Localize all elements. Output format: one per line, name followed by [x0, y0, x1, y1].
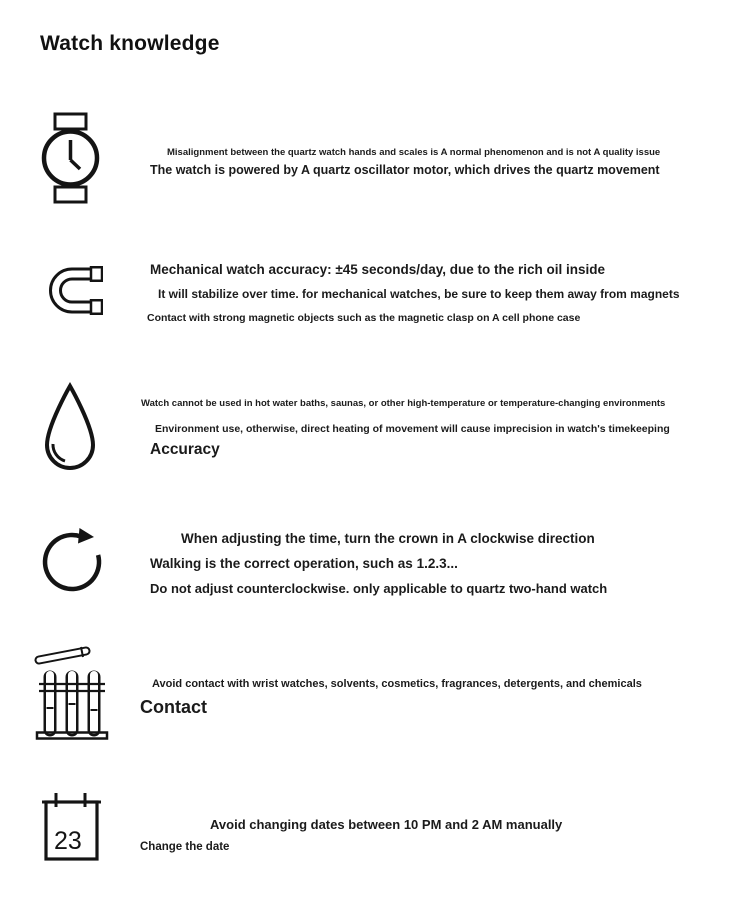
test-tubes-icon [34, 644, 110, 741]
counterclockwise-warning-line: Do not adjust counterclockwise. only applicable to quartz two-hand watch [150, 581, 608, 596]
date-change-warning-line: Avoid changing dates between 10 PM and 2 AM manually [210, 817, 563, 832]
quartz-movement-note: The watch is powered by A quartz oscillator motor, which drives the quartz movement [150, 163, 660, 177]
hot-water-warning-line: Watch cannot be used in hot water baths, saunas, or other high-temperature or temperature-changing environments [141, 398, 666, 409]
wristwatch-icon [38, 111, 103, 208]
calendar-icon [40, 789, 103, 865]
quartz-misalignment-note: Misalignment between the quartz watch hands and scales is A normal phenomenon and is not A quality issue [167, 147, 661, 158]
page-title: Watch knowledge [40, 32, 220, 55]
magnet-icon [38, 259, 103, 322]
change-date-label: Change the date [140, 841, 230, 853]
clockwise-adjust-line: When adjusting the time, turn the crown in A clockwise direction [181, 531, 595, 546]
clockwise-arrow-icon [41, 521, 104, 595]
accuracy-spec-line: Mechanical watch accuracy: ±45 seconds/day, due to the rich oil inside [150, 262, 606, 277]
calendar-day-number: 23 [54, 827, 82, 855]
magnetic-objects-line: Contact with strong magnetic objects such as the magnetic clasp on A cell phone case [147, 312, 581, 324]
contact-heading: Contact [140, 697, 207, 717]
correct-operation-line: Walking is the correct operation, such as 1.2.3... [150, 556, 458, 571]
heating-effect-line: Environment use, otherwise, direct heating of movement will cause imprecision in watch's timekeeping [155, 423, 670, 435]
magnet-warning-line: It will stabilize over time. for mechanical watches, be sure to keep them away from magnets [158, 287, 680, 301]
accuracy-heading: Accuracy [150, 441, 220, 458]
chemicals-warning-line: Avoid contact with wrist watches, solvents, cosmetics, fragrances, detergents, and chemicals [152, 678, 642, 690]
water-drop-icon [41, 382, 99, 475]
